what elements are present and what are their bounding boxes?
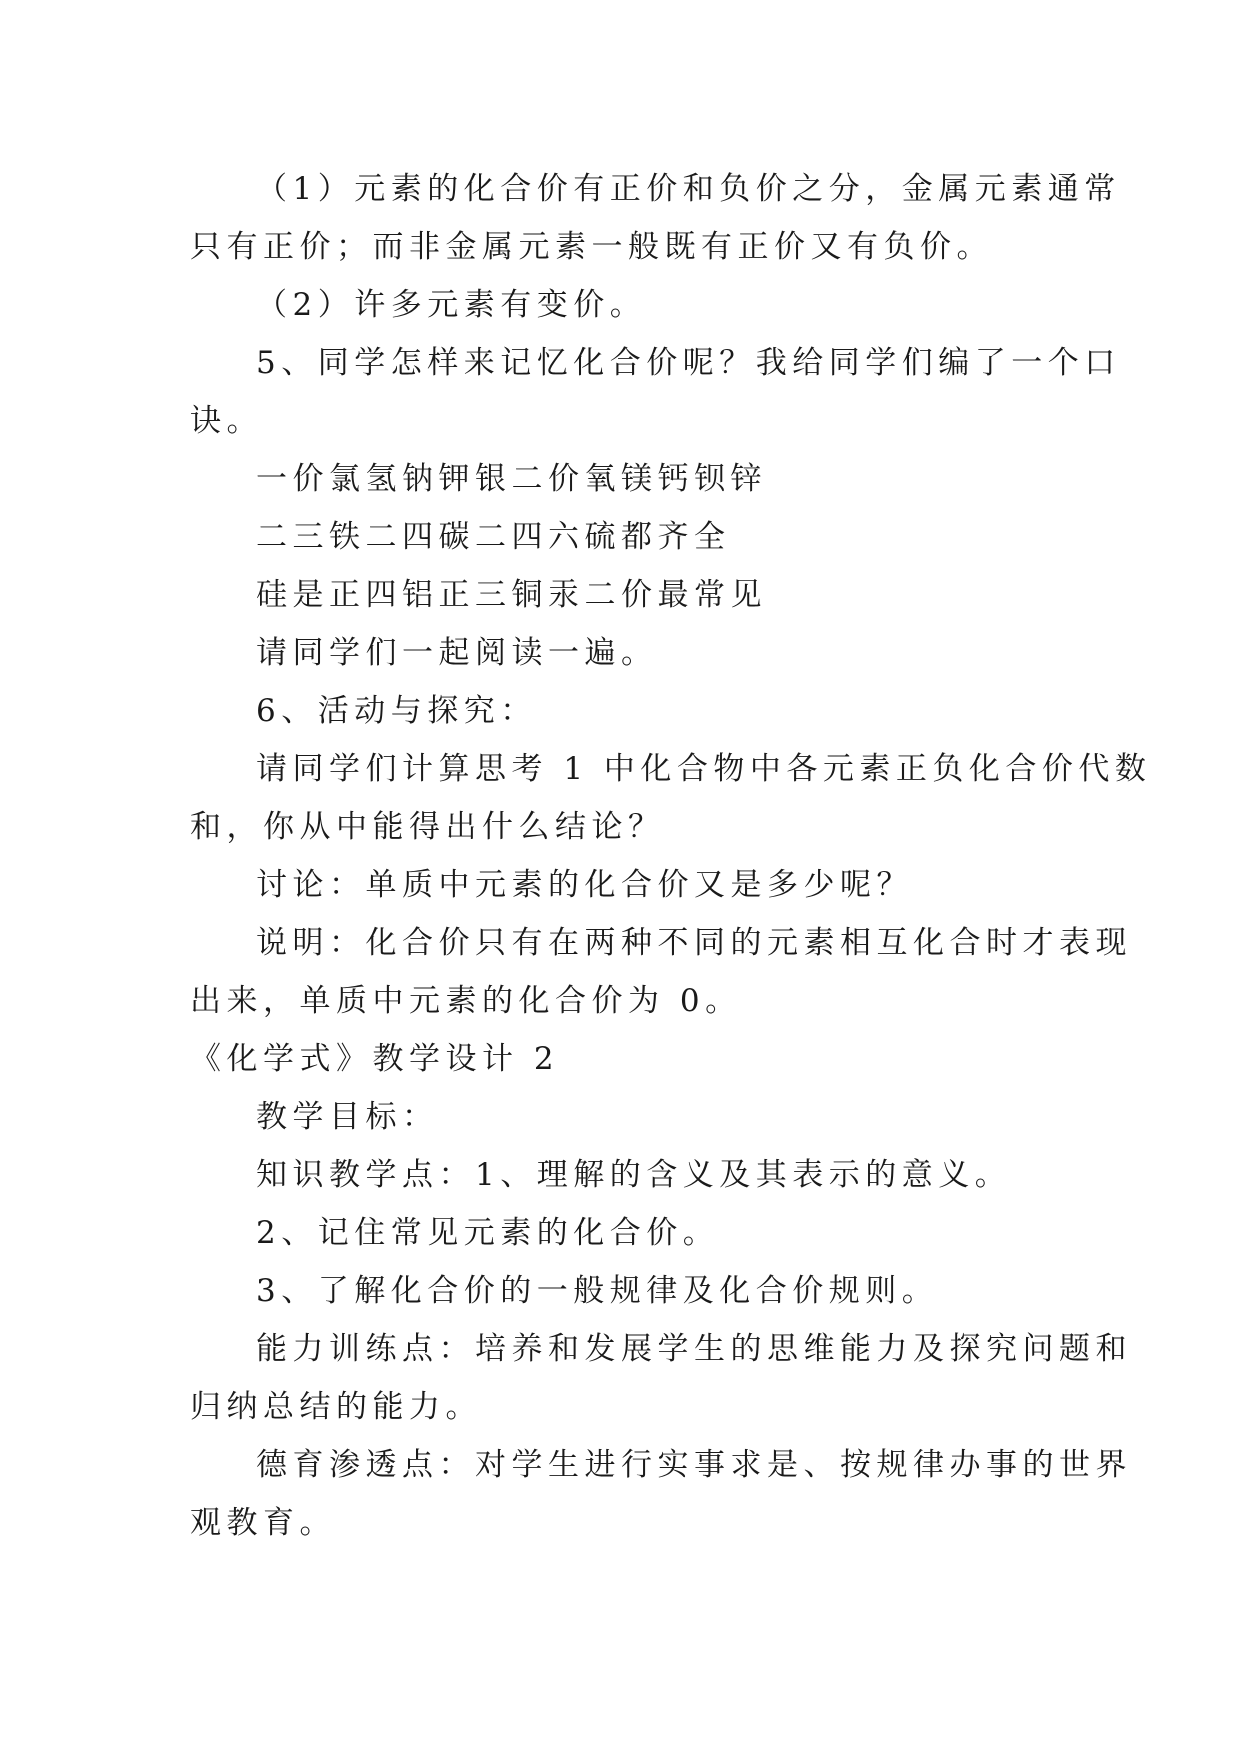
paragraph-line: 2、记住常见元素的化合价。 [256, 1215, 720, 1251]
paragraph-line: 知识教学点：1、理解的含义及其表示的意义。 [256, 1157, 1012, 1193]
mnemonic-line: 一价氯氢钠钾银二价氧镁钙钡锌 [256, 461, 767, 497]
paragraph-line: 教学目标： [256, 1099, 439, 1135]
paragraph-line: 和，你从中能得出什么结论？ [190, 809, 665, 845]
document-page [190, 160, 1152, 1552]
paragraph-line: 诀。 [190, 403, 263, 439]
paragraph-line: 6、活动与探究： [256, 693, 537, 729]
paragraph-line: 5、同学怎样来记忆化合价呢？我给同学们编了一个口 [256, 345, 1121, 381]
paragraph-line: 只有正价；而非金属元素一般既有正价又有负价。 [190, 229, 993, 265]
paragraph-line: 3、了解化合价的一般规律及化合价规则。 [256, 1273, 939, 1309]
paragraph-line: 请同学们一起阅读一遍。 [256, 635, 658, 671]
paragraph-line: 请同学们计算思考 1 中化合物中各元素正负化合价代数 [256, 751, 1152, 787]
paragraph-line: 讨论：单质中元素的化合价又是多少呢？ [256, 867, 913, 903]
paragraph-line: 观教育。 [190, 1505, 336, 1541]
mnemonic-line: 硅是正四铝正三铜汞二价最常见 [256, 577, 767, 613]
paragraph-line: （2）许多元素有变价。 [256, 287, 647, 323]
section-title: 《化学式》教学设计 2 [190, 1041, 560, 1077]
paragraph-line: 归纳总结的能力。 [190, 1389, 482, 1425]
paragraph-line: 能力训练点：培养和发展学生的思维能力及探究问题和 [256, 1331, 1132, 1367]
paragraph-line: 德育渗透点：对学生进行实事求是、按规律办事的世界 [256, 1447, 1132, 1483]
mnemonic-line: 二三铁二四碳二四六硫都齐全 [256, 519, 731, 555]
paragraph-line: 出来，单质中元素的化合价为 0。 [190, 983, 742, 1019]
paragraph-line: 说明：化合价只有在两种不同的元素相互化合时才表现 [256, 925, 1132, 961]
paragraph-line: （1）元素的化合价有正价和负价之分，金属元素通常 [256, 171, 1121, 207]
